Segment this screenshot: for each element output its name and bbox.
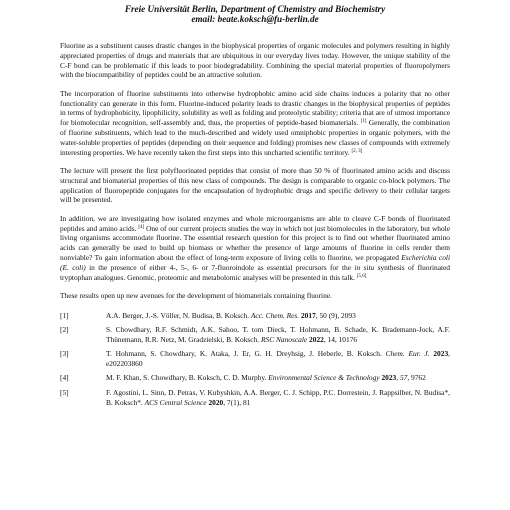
text-segment: S. Chowdhary, R.F. Schmidt, A.K. Sahoo, T. tom Dieck, T. Hohmann, B. Schade, K. Brademann-Jock, A.F. Thünemann, R.R. Netz, M. Gradzielski, B. Koksch.: [106, 325, 450, 344]
text-segment: In addition, we are investigating how isolated enzymes and whole microorganisms are able to cleave C-F bonds of fluorinated peptides and amino acids.: [60, 213, 450, 233]
paragraph: [60, 89, 450, 158]
text-segment: Escherichia coli (E. coli): [60, 252, 450, 272]
text-segment: M. F. Khan, S. Chowdhary, B. Koksch, C. D. Murphy.: [106, 373, 269, 383]
text-segment: Fluorine as a substituent causes drastic changes in the biophysical properties of organic molecules and polymers resulting in highly appreciated properties of drugs and materials that are ubiquitous in our everyday lives today. However, the unique stability of the C-F bond can be problematic if this leads to poor biodegradability. Combining the special material properties of fluoropolymers with the biocompatibility of peptides could be an attractive solution.: [60, 41, 450, 80]
text-segment: 57: [399, 373, 408, 383]
text-segment: in situ: [354, 262, 375, 272]
reference-number: [5]: [60, 387, 69, 397]
text-segment: ,: [396, 373, 400, 383]
text-segment: 2020: [208, 397, 224, 407]
text-segment: , 9762: [407, 373, 426, 383]
reference-number: [1]: [60, 310, 69, 320]
text-segment: T. Hohmann, S. Chowdhary, K. Ataka, J. Er, G. H. Dreyhsig, J. Heberle, B. Koksch.: [106, 349, 386, 359]
affiliation: Freie Universität Berlin, Department of Chemistry and Biochemistry: [124, 4, 386, 14]
citation-marker: [1]: [360, 119, 367, 125]
text-segment: The incorporation of fluorine substituents into otherwise hydrophobic amino acid side chains induces a polarity that no other functionality can generate in this form. Fluorine-induced polarity leads to drastic changes in the biophysical properties of peptides in terms of hydrophobicity, lipophilicity, solubility as well as folding and proteolytic stability; criteria that are of utmost importance for biomolecular recognition, self-assembly and, thus, the properties of peptide-based biomaterials.: [60, 88, 450, 128]
reference-item: [60, 388, 450, 408]
reference-item: [60, 373, 450, 383]
text-segment: synthesis of fluorinated tryptophan analogues. Genomic, proteomic and metabolomic analyses will be presented in this talk.: [60, 262, 451, 282]
text-segment: The lecture will present the first polyfluorinated peptides that consist of more than 50 % of fluorinated amino acids and discuss structural and biomaterial properties of this new class of compounds. The design is comparable to organic co-block polymers. The application of fluoropeptide conjugates for the encapsulation of hydrophobic drugs and specific delivery to their cellular targets will be presented.: [60, 165, 450, 205]
text-segment: Generally, the combination of fluorine substituents, which lead to the much-described and widely used omniphobic properties in organic polymers, with the water-soluble properties of peptides (depending on their sequence and folding) promises new classes of compounds with extremely interesting properties. We have recently taken the first steps into this uncharted scientific territory.: [60, 118, 451, 157]
text-segment: 2023: [381, 373, 397, 383]
text-segment: ACS Central Science: [144, 397, 207, 407]
text-segment: One of our current projects studies the way in which not just biomolecules in the laboratory, but whole living organisms accommodate fluorine. The essential research question for this project is to find out whether fluorinated amino acids can generally be used to build up biomass or whether the presence of large amounts of fluorine in cells render them nonviable? To gain information about the effect of long-term exposure of living cells to fluorine, we propagated: [60, 223, 451, 262]
reference-list: [60, 311, 450, 408]
paragraph: [60, 166, 450, 205]
email-line: email: beate.koksch@fu-berlin.de: [191, 14, 319, 24]
text-segment: These results open up new avenues for the development of biomaterials containing fluorine.: [60, 290, 332, 300]
header: [0, 4, 510, 24]
text-segment: in the presence of either 4-, 5-, 6- or 7-fluoroindole as essential precursors for the: [85, 262, 355, 272]
citation-marker: [5,6]: [356, 273, 367, 279]
text-segment: 2022: [309, 334, 324, 344]
citation-marker: [4]: [138, 224, 145, 230]
text-segment: Acc. Chem. Res.: [250, 310, 300, 320]
reference-text: [106, 373, 450, 383]
reference-item: [60, 349, 450, 369]
text-segment: 2023: [433, 349, 449, 359]
text-segment: F. Agostini, L. Sinn, D. Petras, V. Kubyshkin, A.A. Berger, C. J. Schipp, P.C. Dorrestein, J. Rappsilber, N. Budisa*, B. Koksch*.: [106, 387, 450, 407]
paragraph: [60, 214, 450, 283]
reference-item: [60, 325, 450, 345]
document-body: [60, 41, 450, 412]
text-segment: Chem. Eur. J.: [385, 349, 430, 359]
text-segment: , 14, 10176: [323, 334, 358, 344]
reference-number: [4]: [60, 373, 69, 383]
text-segment: 2017: [300, 310, 316, 320]
reference-text: [106, 325, 450, 345]
reference-number: [3]: [60, 349, 69, 359]
text-segment: , e202203860: [106, 349, 450, 369]
paragraph: [60, 291, 450, 301]
citation-marker: [2, 3]: [351, 148, 363, 154]
text-segment: A.A. Berger, J.-S. Völler, N. Budisa, B. Koksch.: [106, 310, 251, 320]
reference-item: [60, 311, 450, 321]
reference-text: [106, 349, 450, 369]
reference-text: [106, 311, 450, 321]
reference-number: [2]: [60, 325, 69, 335]
text-segment: Environmental Science & Technology: [268, 373, 380, 383]
text-segment: , 7(1), 81: [223, 397, 251, 407]
text-segment: RSC Nanoscale: [260, 334, 308, 344]
reference-text: [106, 388, 450, 408]
paragraph: [60, 41, 450, 80]
text-segment: , 50 (9), 2093: [315, 310, 356, 320]
